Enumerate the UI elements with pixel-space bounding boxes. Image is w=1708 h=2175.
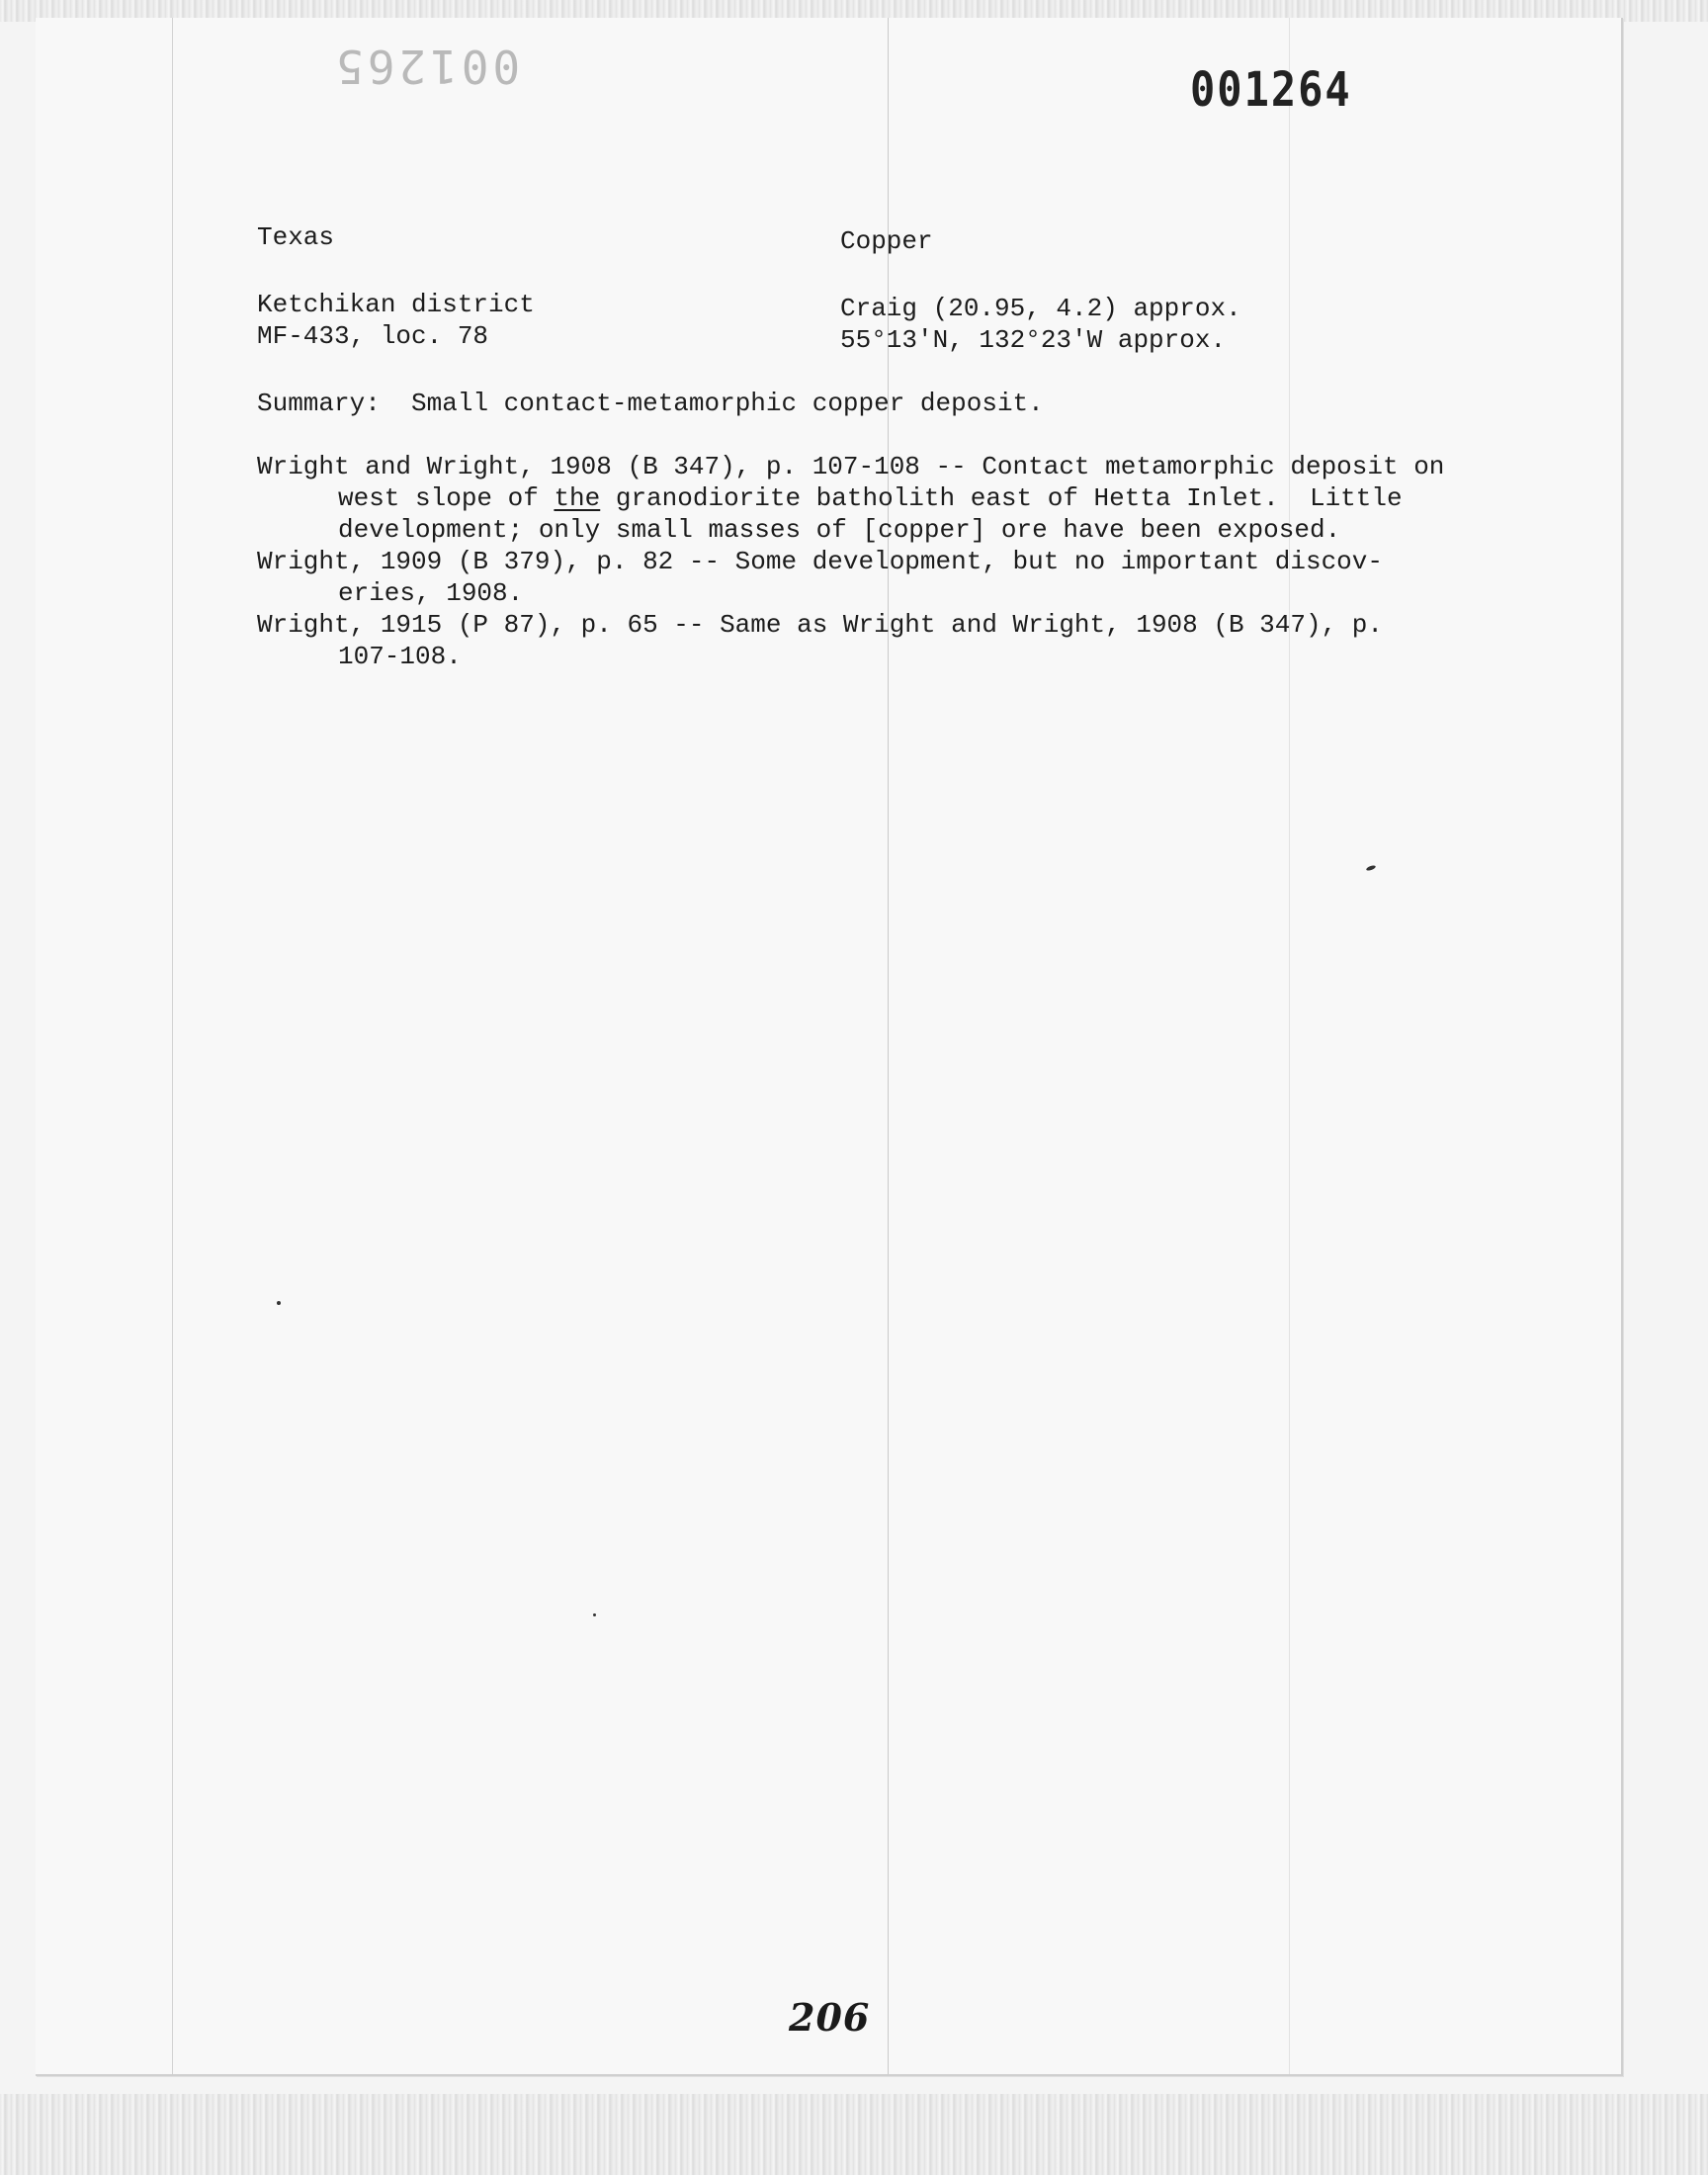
district-label: Ketchikan district bbox=[257, 290, 535, 319]
reference-1-line-3: development; only small masses of [copper] ore have been exposed. bbox=[338, 515, 1341, 545]
scan-speck bbox=[593, 1613, 596, 1616]
scan-speck bbox=[277, 1301, 281, 1305]
reference-3-line-2: 107-108. bbox=[338, 642, 462, 671]
reference-2-line-1: Wright, 1909 (B 379), p. 82 -- Some development, but no important discov- bbox=[257, 547, 1383, 576]
coordinates-label: 55°13'N, 132°23'W approx. bbox=[840, 325, 1227, 355]
scan-line bbox=[1289, 18, 1290, 2074]
scan-streak-bottom bbox=[0, 2094, 1708, 2175]
state-label: Texas bbox=[257, 222, 335, 252]
summary-text: Small contact-metamorphic copper deposit. bbox=[411, 389, 1044, 418]
reference-3-line-1: Wright, 1915 (P 87), p. 65 -- Same as Wright and Wright, 1908 (B 347), p. bbox=[257, 610, 1383, 640]
summary-line bbox=[257, 388, 1044, 419]
reference-1-line-2: west slope of the granodiorite batholith east of Hetta Inlet. Little bbox=[338, 483, 1403, 513]
summary-label: Summary: bbox=[257, 389, 381, 418]
document-number-stamp: 001264 bbox=[1190, 61, 1352, 118]
commodity-label: Copper bbox=[840, 226, 933, 256]
reference-2-line-2: eries, 1908. bbox=[338, 578, 524, 608]
bleed-through-stamp: 001265 bbox=[332, 40, 521, 93]
underlined-word: the bbox=[554, 483, 601, 513]
scan-line bbox=[172, 18, 173, 2074]
reference-1-line-1: Wright and Wright, 1908 (B 347), p. 107-108 -- Contact metamorphic deposit on bbox=[257, 452, 1445, 481]
scan-speck bbox=[1366, 864, 1377, 871]
page-number: 206 bbox=[789, 1995, 871, 2040]
quadrangle-label: Craig (20.95, 4.2) approx. bbox=[840, 294, 1241, 323]
map-reference: MF-433, loc. 78 bbox=[257, 321, 489, 351]
document-page bbox=[36, 18, 1623, 2076]
